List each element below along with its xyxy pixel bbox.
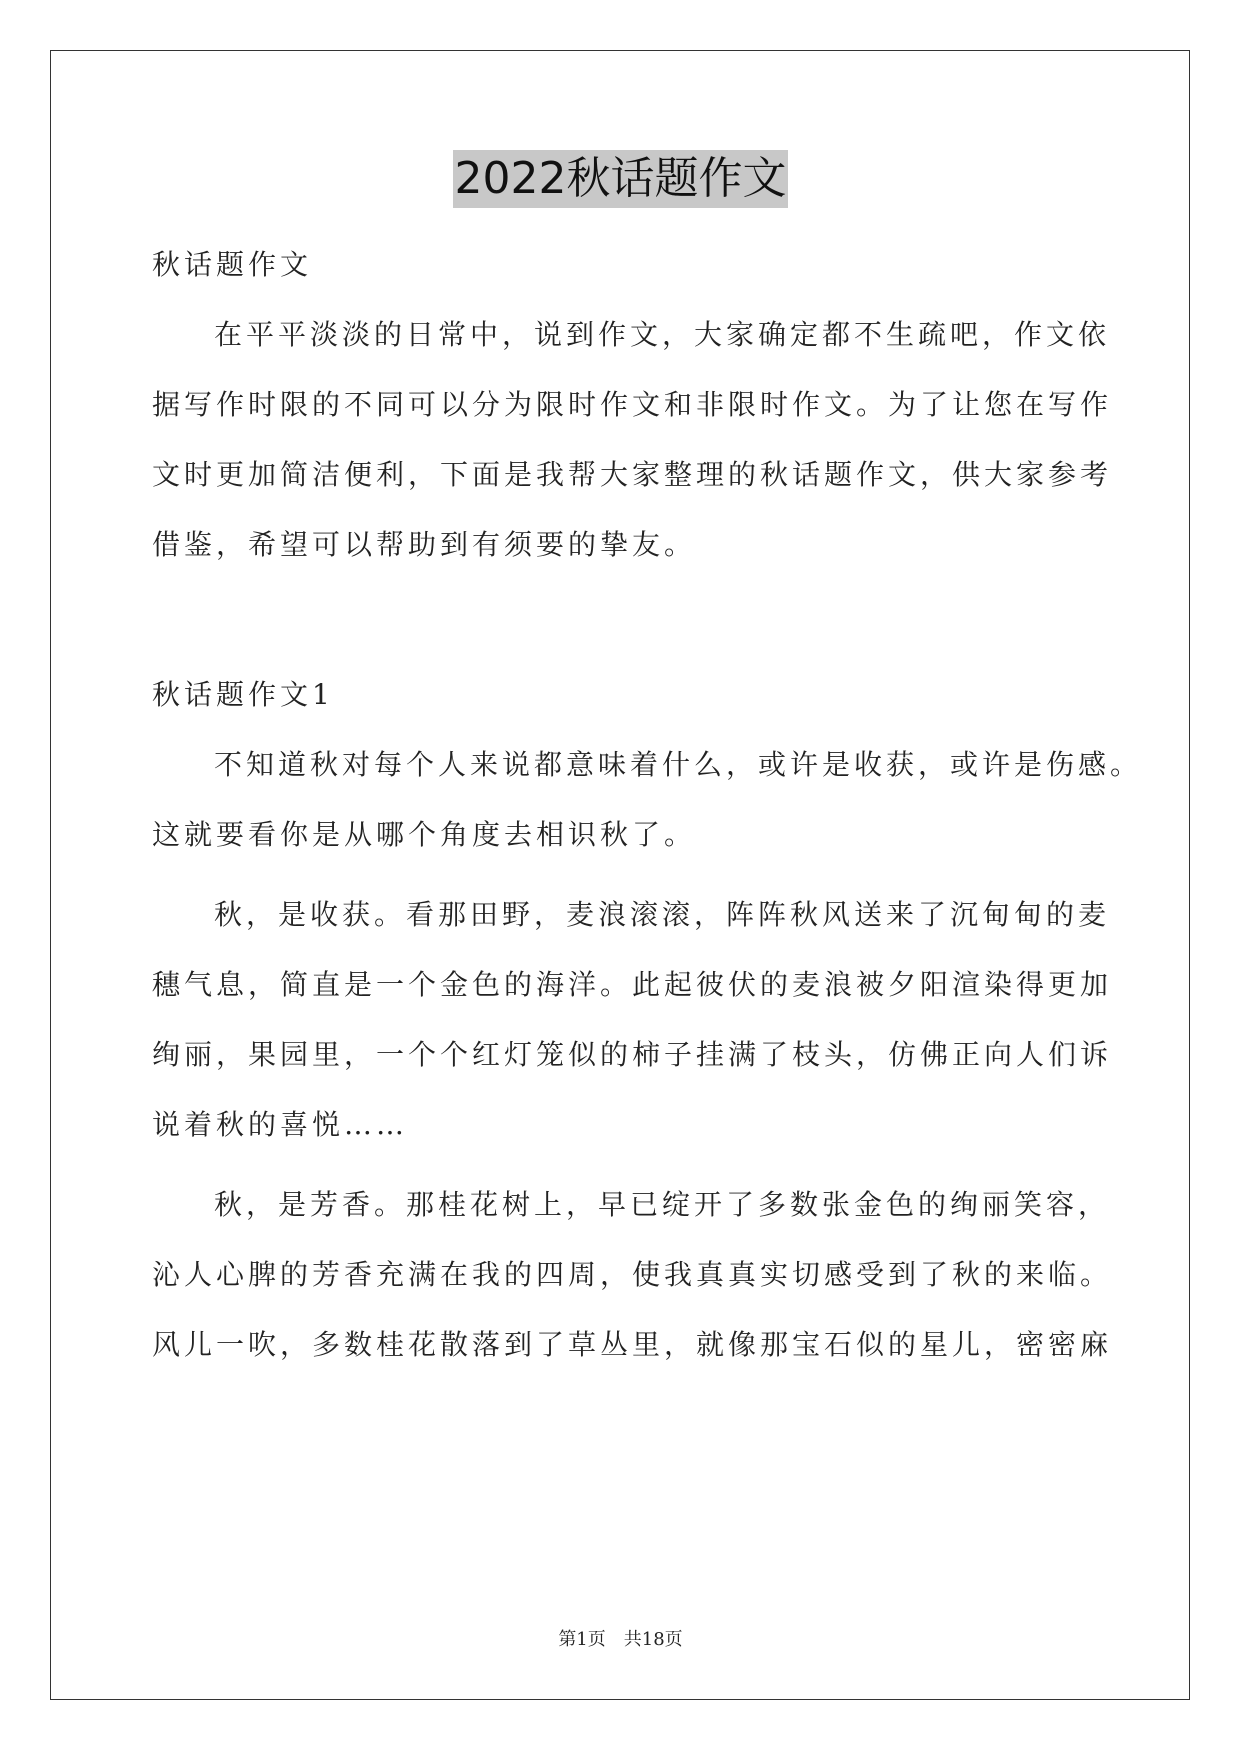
paragraph-line: 借鉴，希望可以帮助到有须要的挚友。 xyxy=(152,528,697,561)
paragraph-line: 绚丽，果园里，一个个红灯笼似的柿子挂满了枝头，仿佛正向人们诉 xyxy=(152,1038,1113,1071)
paragraph-line: 说着秋的喜悦…… xyxy=(152,1108,409,1141)
paragraph-line: 据写作时限的不同可以分为限时作文和非限时作文。为了让您在写作 xyxy=(152,388,1113,421)
paragraph-line: 这就要看你是从哪个角度去相识秋了。 xyxy=(152,818,697,851)
document-title xyxy=(0,150,1241,208)
document-title-text: 2022秋话题作文 xyxy=(453,150,789,208)
paragraph-line: 穗气息，简直是一个金色的海洋。此起彼伏的麦浪被夕阳渲染得更加 xyxy=(152,968,1113,1001)
section-heading: 秋话题作文 xyxy=(152,248,313,281)
paragraph-line: 秋，是收获。看那田野，麦浪滚滚，阵阵秋风送来了沉甸甸的麦 xyxy=(214,898,1111,931)
paragraph-line: 不知道秋对每个人来说都意味着什么，或许是收获，或许是伤感。 xyxy=(214,748,1143,781)
paragraph-line: 秋，是芳香。那桂花树上，早已绽开了多数张金色的绚丽笑容， xyxy=(214,1188,1111,1221)
page-footer: 第1页 共18页 xyxy=(558,1629,683,1650)
paragraph-line: 在平平淡淡的日常中，说到作文，大家确定都不生疏吧，作文依 xyxy=(214,318,1111,351)
paragraph-line: 沁人心脾的芳香充满在我的四周，使我真真实切感受到了秋的来临。 xyxy=(152,1258,1113,1291)
paragraph-line: 文时更加简洁便利，下面是我帮大家整理的秋话题作文，供大家参考 xyxy=(152,458,1113,491)
page-border xyxy=(50,50,1190,1700)
paragraph-line: 风儿一吹，多数桂花散落到了草丛里，就像那宝石似的星儿，密密麻 xyxy=(152,1328,1113,1361)
section-heading: 秋话题作文1 xyxy=(152,678,334,711)
